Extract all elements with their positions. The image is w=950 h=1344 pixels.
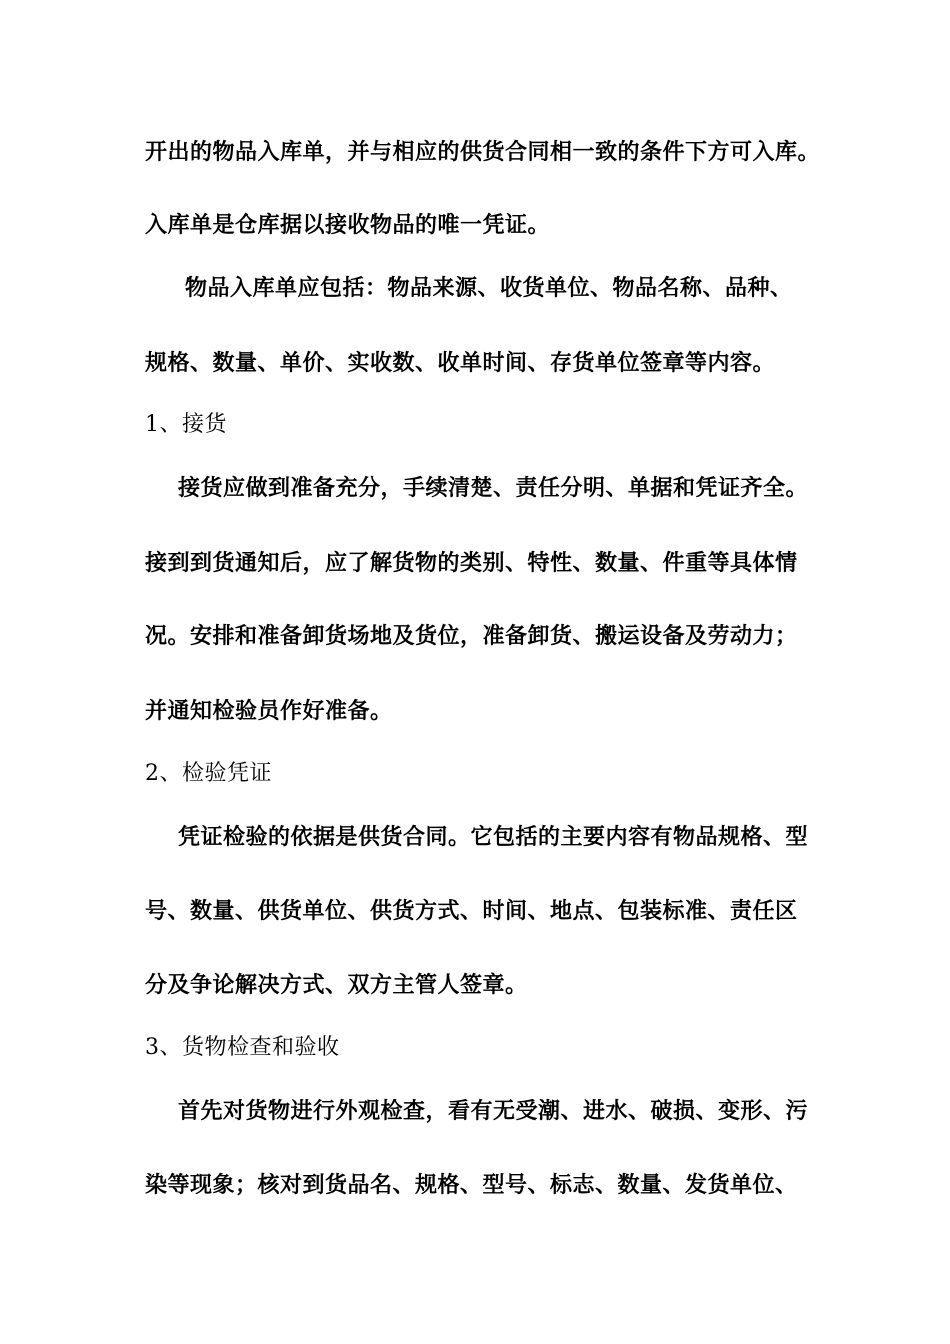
section-heading-receiving: 1、接货 bbox=[145, 412, 227, 437]
text-line: 入库单是仓库据以接收物品的唯一凭证。 bbox=[145, 212, 551, 238]
text-line: 并通知检验员作好准备。 bbox=[145, 698, 393, 724]
section-heading-goods-inspection: 3、货物检查和验收 bbox=[145, 1035, 340, 1060]
text-line: 首先对货物进行外观检查，看有无受潮、进水、破损、变形、污 bbox=[178, 1098, 809, 1124]
text-line: 规格、数量、单价、实收数、收单时间、存货单位签章等内容。 bbox=[145, 350, 776, 376]
text-line: 凭证检验的依据是供货合同。它包括的主要内容有物品规格、型 bbox=[178, 824, 809, 850]
text-line: 分及争论解决方式、双方主管人签章。 bbox=[145, 972, 528, 998]
text-line: 接货应做到准备充分，手续清楚、责任分明、单据和凭证齐全。 bbox=[178, 475, 809, 501]
text-line: 开出的物品入库单，并与相应的供货合同相一致的条件下方可入库。 bbox=[145, 139, 821, 165]
text-line: 接到到货通知后，应了解货物的类别、特性、数量、件重等具体情 bbox=[145, 550, 798, 576]
text-line: 况。安排和准备卸货场地及货位，准备卸货、搬运设备及劳动力； bbox=[145, 623, 798, 649]
text-line: 物品入库单应包括：物品来源、收货单位、物品名称、品种、 bbox=[185, 275, 793, 301]
text-line: 染等现象；核对到货品名、规格、型号、标志、数量、发货单位、 bbox=[145, 1172, 798, 1198]
text-line: 号、数量、供货单位、供货方式、时间、地点、包装标准、责任区 bbox=[145, 898, 798, 924]
section-heading-voucher-inspection: 2、检验凭证 bbox=[145, 761, 272, 786]
